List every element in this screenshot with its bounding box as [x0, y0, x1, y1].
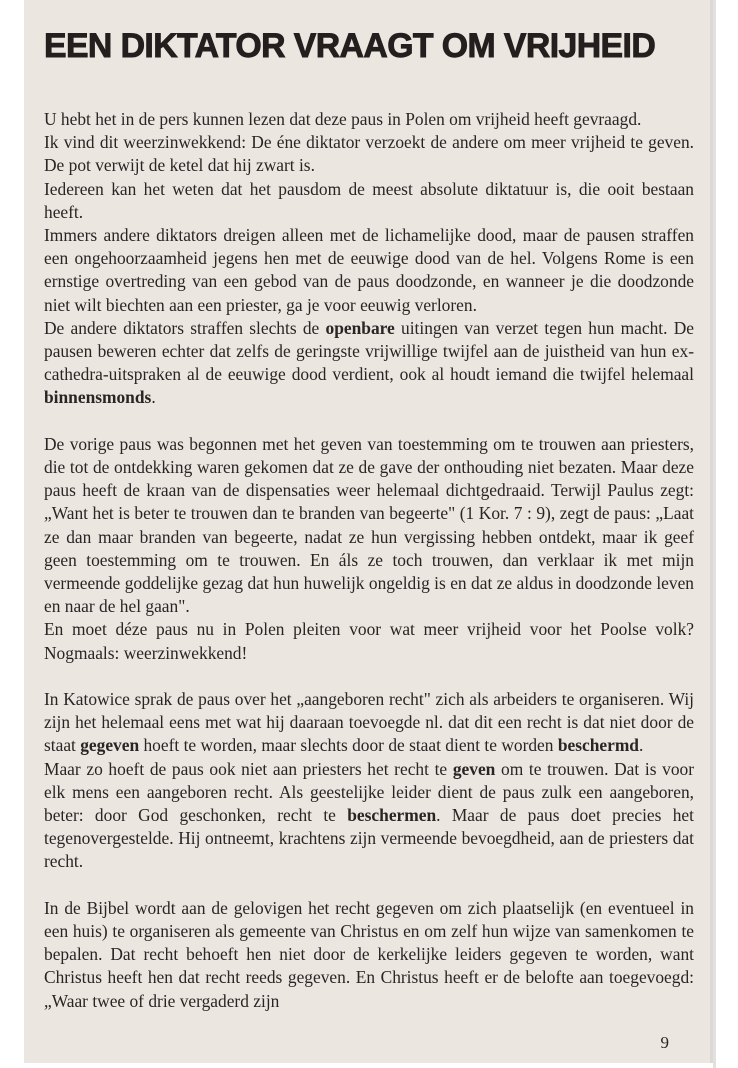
paragraph [44, 178, 694, 224]
emphasis-beschermen: beschermen [347, 805, 437, 826]
paragraph-text: . [151, 387, 156, 408]
paragraph [44, 224, 694, 317]
paragraph-text: uitingen van verzet tegen hun macht. De pausen beweren echter dat zelfs de geringste vrijwillige twijfel aan de juistheid van hun ex-cathedra-uitspraken al de eeuwige dood verdient, ook al houdt iemand die twijfel helemaal [44, 317, 694, 385]
paragraph-text: Iedereen kan het weten dat het pausdom de meest absolute diktatuur is, die ooit bestaan heeft. [44, 178, 694, 222]
page-edge [713, 0, 716, 1068]
paragraph-text: Immers andere diktators dreigen alleen met de lichamelijke dood, maar de pausen straffen een ongehoorzaamheid jegens hen met de eeuwige dood van de hel. Volgens Rome is een ernstige overtreding van een gebod van de paus doodzonde, en wanneer je die doodzonde niet wilt biechten aan een priester, ga je voor eeuwig verloren. [44, 225, 694, 315]
paragraph-text: Ik vind dit weerzinwekkend: De éne diktator verzoekt de andere om meer vrijheid te geven. De pot verwijt de ketel dat hij zwart is. [44, 132, 694, 176]
paragraph-text: . Maar de paus doet precies het tegenovergestelde. Hij ontneemt, krachtens zijn vermeende bevoegdheid, aan de priesters dat recht. [44, 805, 694, 872]
paragraph [44, 433, 694, 619]
emphasis-binnensmonds: binnensmonds [44, 387, 152, 408]
paragraph-text: hoeft te worden, maar slechts door de staat dient te worden [139, 735, 558, 756]
paragraph [44, 618, 694, 664]
section-1 [44, 108, 694, 410]
paragraph-text: . [638, 735, 644, 756]
paragraph-text: De andere diktators straffen slechts de [44, 317, 326, 338]
section-3 [44, 688, 694, 874]
paragraph-gap [44, 874, 694, 897]
paragraph-gap [44, 665, 694, 688]
section-2 [44, 433, 694, 665]
section-4 [44, 897, 694, 1013]
paragraph [44, 108, 694, 131]
paragraph [44, 131, 694, 177]
article-body [44, 108, 694, 1013]
paragraph-text: Maar zo hoeft de paus ook niet aan priesters het recht te [44, 758, 453, 779]
page-number: 9 [660, 1033, 669, 1052]
paragraph [44, 758, 694, 874]
page-title: EEN DIKTATOR VRAAGT OM VRIJHEID [44, 27, 656, 65]
emphasis-gegeven: gegeven [80, 735, 140, 756]
book-page [24, 0, 713, 1063]
paragraph-text: En moet déze paus nu in Polen pleiten voor wat meer vrijheid voor het Poolse volk? Nogmaals: weerzinwekkend! [44, 619, 694, 663]
paragraph [44, 897, 694, 1013]
paragraph-text: U hebt het in de pers kunnen lezen dat deze paus in Polen om vrijheid heeft gevraagd. [44, 109, 642, 129]
emphasis-geven: geven [452, 758, 496, 779]
paragraph [44, 317, 694, 410]
paragraph-text: In Katowice sprak de paus over het „aangeboren recht" zich als arbeiders te organiseren. Wij zijn het helemaal eens met wat hij daaraan toevoegde nl. dat dit een recht is dat niet door de staat [44, 689, 694, 756]
emphasis-openbare: openbare [325, 317, 395, 338]
paragraph-text: om te trouwen. Dat is voor elk mens een aangeboren recht. Als geestelijke leider dient de paus zulk een aangeboren, beter: door God geschonken, recht te [44, 758, 694, 826]
paragraph-gap [44, 410, 694, 433]
emphasis-beschermd: beschermd [557, 735, 639, 756]
paragraph-text: In de Bijbel wordt aan de gelovigen het recht gegeven om zich plaatselijk (en eventueel in een huis) te organiseren als gemeente van Christus en om zelf hun wijze van samenkomen te bepalen. Dat recht behoeft hen niet door de kerkelijke leiders gegeven te worden, want Christus heeft hen dat recht reeds gegeven. En Christus heeft er de belofte aan toegevoegd: „Waar twee of drie vergaderd zijn [44, 897, 694, 1011]
paragraph-text: De vorige paus was begonnen met het geven van toestemming om te trouwen aan priesters, die tot de ontdekking waren gekomen dat ze de gave der onthouding niet bezaten. Maar deze paus heeft de kraan van de dispensaties weer helemaal dichtgedraaid. Terwijl Paulus zegt: „Want het is beter te trouwen dan te branden van begeerte" (1 Kor. 7 : 9), zegt de paus: „Laat ze dan maar branden van begeerte, nadat ze hun vergissing hebben ontdekt, maar ik geef geen toestemming om te trouwen. En áls ze toch trouwen, dan verklaar ik met mijn vermeende goddelijke gezag dat hun huwelijk ongeldig is en dat ze aldus in doodzonde leven en naar de hel gaan". [44, 433, 694, 617]
paragraph [44, 688, 694, 758]
